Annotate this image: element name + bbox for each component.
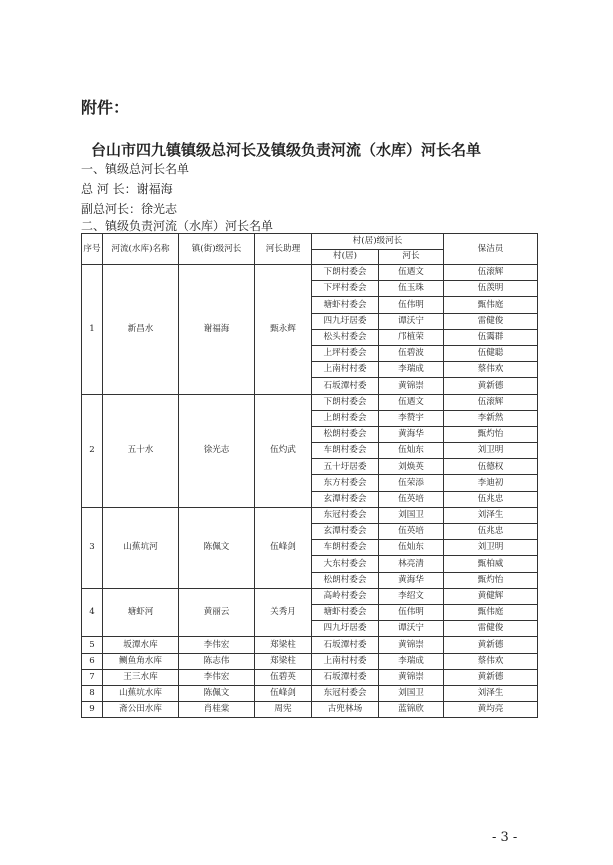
cleaner-cell: 刘泽生: [444, 685, 538, 701]
cleaner-cell: 伍滚辉: [444, 265, 538, 281]
seq-cell: 7: [82, 669, 103, 685]
cleaner-cell: 伍滚辉: [444, 394, 538, 410]
chief-name: 谢福海: [136, 182, 173, 196]
river-name-cell: 五十水: [103, 394, 179, 507]
cleaner-cell: 黄健辉: [444, 588, 538, 604]
cleaner-cell: 伍霭群: [444, 329, 538, 345]
village-chief-cell: 刘国卫: [379, 685, 444, 701]
seq-cell: 4: [82, 588, 103, 637]
village-cell: 四九圩居委: [312, 621, 379, 637]
village-cell: 下朗村委会: [312, 394, 379, 410]
assistant-cell: 周宪: [255, 702, 312, 718]
cleaner-cell: 伍兆忠: [444, 524, 538, 540]
table-row: [82, 588, 538, 604]
cleaner-cell: 伍兆忠: [444, 491, 538, 507]
village-cell: 高岭村委会: [312, 588, 379, 604]
assistant-cell: 伍灼武: [255, 394, 312, 507]
village-chief-cell: 伍灿东: [379, 540, 444, 556]
village-cell: 上南村村委: [312, 362, 379, 378]
village-cell: 五十圩居委: [312, 459, 379, 475]
cleaner-cell: 蔡伟欢: [444, 362, 538, 378]
assistant-cell: 郑梁柱: [255, 637, 312, 653]
village-cell: 东冠村委会: [312, 507, 379, 523]
river-name-cell: 塘虾河: [103, 588, 179, 637]
cleaner-cell: 伍德权: [444, 459, 538, 475]
deputy-label: 副总河长：: [81, 202, 142, 216]
village-chief-cell: 伍英培: [379, 491, 444, 507]
seq-cell: 6: [82, 653, 103, 669]
assistant-cell: 伍碧英: [255, 669, 312, 685]
cleaner-cell: 甄灼怡: [444, 572, 538, 588]
cleaner-cell: 黄均亮: [444, 702, 538, 718]
chief-label: 总 河 长：: [81, 182, 137, 196]
cleaner-cell: 甄柏威: [444, 556, 538, 572]
town-chief-cell: 谢福海: [179, 265, 255, 395]
village-chief-cell: 伍英培: [379, 524, 444, 540]
village-cell: 下朗村委会: [312, 265, 379, 281]
river-name-cell: 斋公田水库: [103, 702, 179, 718]
seq-cell: 5: [82, 637, 103, 653]
river-chief-table: [81, 233, 538, 718]
village-cell: 玄潭村委会: [312, 491, 379, 507]
village-chief-cell: 黄海华: [379, 572, 444, 588]
deputy-name: 徐光志: [141, 202, 178, 216]
cleaner-cell: 黄新德: [444, 637, 538, 653]
village-chief-cell: 林亮清: [379, 556, 444, 572]
town-chief-cell: 徐光志: [179, 394, 255, 507]
village-chief-cell: 黄锦崇: [379, 378, 444, 394]
table-row: [82, 637, 538, 653]
seq-cell: 9: [82, 702, 103, 718]
town-chief-cell: 陈佩文: [179, 507, 255, 588]
village-chief-cell: 伍迺文: [379, 265, 444, 281]
village-chief-cell: 李瑞成: [379, 653, 444, 669]
section-1-heading: 一、镇级总河长名单: [81, 162, 190, 176]
village-chief-cell: 伍迺文: [379, 394, 444, 410]
village-cell: 车朗村委会: [312, 443, 379, 459]
assistant-cell: 伍峰剑: [255, 685, 312, 701]
village-cell: 下坪村委会: [312, 281, 379, 297]
assistant-cell: 关秀月: [255, 588, 312, 637]
river-name-cell: 山蕉坑河: [103, 507, 179, 588]
village-cell: 古兜林场: [312, 702, 379, 718]
village-cell: 塘虾村委会: [312, 604, 379, 620]
village-chief-cell: 刘焕英: [379, 459, 444, 475]
village-cell: 上朗村委会: [312, 410, 379, 426]
page-number: - 3 -: [492, 830, 518, 845]
seq-cell: 2: [82, 394, 103, 507]
village-chief-cell: 李赞宇: [379, 410, 444, 426]
cleaner-cell: 刘卫明: [444, 540, 538, 556]
river-name-cell: 王三水库: [103, 669, 179, 685]
attachment-heading: 附件：: [81, 98, 130, 117]
village-cell: 石坂潭村委: [312, 378, 379, 394]
village-chief-cell: 黄锦崇: [379, 637, 444, 653]
village-cell: 石坂潭村委: [312, 637, 379, 653]
header-river-name: 河流(水库)名称: [103, 234, 179, 265]
village-chief-cell: 刘国卫: [379, 507, 444, 523]
table-row: [82, 653, 538, 669]
deputy-river-chief-line: [81, 200, 177, 217]
header-seq: 序号: [82, 234, 103, 265]
village-cell: 东冠村委会: [312, 685, 379, 701]
village-chief-cell: 伍荣添: [379, 475, 444, 491]
river-name-cell: 坂潭水库: [103, 637, 179, 653]
table-row: [82, 702, 538, 718]
cleaner-cell: 甄伟庭: [444, 297, 538, 313]
village-chief-cell: 邝植荣: [379, 329, 444, 345]
chief-river-chief-line: [81, 180, 173, 197]
village-cell: 玄潭村委会: [312, 524, 379, 540]
cleaner-cell: 雷健俊: [444, 621, 538, 637]
village-chief-cell: 蓝锦欣: [379, 702, 444, 718]
river-name-cell: 鲗鱼角水库: [103, 653, 179, 669]
cleaner-cell: 甄灼怡: [444, 426, 538, 442]
town-chief-cell: 肖桂棠: [179, 702, 255, 718]
assistant-cell: 伍峰剑: [255, 507, 312, 588]
table-row: [82, 394, 538, 410]
village-chief-cell: 伍伟明: [379, 297, 444, 313]
cleaner-cell: 李迪初: [444, 475, 538, 491]
header-cleaner: 保洁员: [444, 234, 538, 265]
village-chief-cell: 伍伟明: [379, 604, 444, 620]
header-chief: 河长: [379, 249, 444, 265]
assistant-cell: 甄永辉: [255, 265, 312, 395]
cleaner-cell: 刘泽生: [444, 507, 538, 523]
cleaner-cell: 黄新德: [444, 669, 538, 685]
table-row: [82, 685, 538, 701]
village-cell: 塘虾村委会: [312, 297, 379, 313]
seq-cell: 1: [82, 265, 103, 395]
village-chief-cell: 伍碧波: [379, 345, 444, 361]
village-cell: 上坪村委会: [312, 345, 379, 361]
village-cell: 松头村委会: [312, 329, 379, 345]
seq-cell: 3: [82, 507, 103, 588]
table-row: [82, 669, 538, 685]
village-chief-cell: 黄海华: [379, 426, 444, 442]
village-cell: 松朗村委会: [312, 572, 379, 588]
header-village-chief-group: 村(居)级河长: [312, 234, 444, 250]
section-2-heading: 二、镇级负责河流（水库）河长名单: [81, 219, 274, 233]
town-chief-cell: 黄丽云: [179, 588, 255, 637]
town-chief-cell: 陈佩文: [179, 685, 255, 701]
village-cell: 车朗村委会: [312, 540, 379, 556]
table-body: [82, 265, 538, 718]
cleaner-cell: 黄新德: [444, 378, 538, 394]
header-village: 村(居): [312, 249, 379, 265]
river-name-cell: 山蕉坑水库: [103, 685, 179, 701]
river-name-cell: 新昌水: [103, 265, 179, 395]
town-chief-cell: 李伟宏: [179, 669, 255, 685]
village-chief-cell: 李瑞成: [379, 362, 444, 378]
cleaner-cell: 伍羡明: [444, 281, 538, 297]
header-assistant: 河长助理: [255, 234, 312, 265]
seq-cell: 8: [82, 685, 103, 701]
cleaner-cell: 雷健俊: [444, 313, 538, 329]
village-chief-cell: 黄锦崇: [379, 669, 444, 685]
document-title: 台山市四九镇镇级总河长及镇级负责河流（水库）河长名单: [91, 141, 482, 159]
town-chief-cell: 陈志伟: [179, 653, 255, 669]
assistant-cell: 郑梁柱: [255, 653, 312, 669]
village-chief-cell: 谭沃宁: [379, 313, 444, 329]
village-chief-cell: 谭沃宁: [379, 621, 444, 637]
village-cell: 东方村委会: [312, 475, 379, 491]
cleaner-cell: 李新然: [444, 410, 538, 426]
village-cell: 大东村委会: [312, 556, 379, 572]
table-row: [82, 507, 538, 523]
cleaner-cell: 甄伟庭: [444, 604, 538, 620]
village-chief-cell: 伍玉珠: [379, 281, 444, 297]
village-cell: 上南村村委: [312, 653, 379, 669]
cleaner-cell: 刘卫明: [444, 443, 538, 459]
village-cell: 四九圩居委: [312, 313, 379, 329]
village-chief-cell: 伍灿东: [379, 443, 444, 459]
town-chief-cell: 李伟宏: [179, 637, 255, 653]
header-town-chief: 镇(街)级河长: [179, 234, 255, 265]
table-row: [82, 265, 538, 281]
cleaner-cell: 伍健聪: [444, 345, 538, 361]
cleaner-cell: 蔡伟欢: [444, 653, 538, 669]
village-cell: 石坂潭村委: [312, 669, 379, 685]
village-chief-cell: 李绍文: [379, 588, 444, 604]
village-cell: 松朗村委会: [312, 426, 379, 442]
